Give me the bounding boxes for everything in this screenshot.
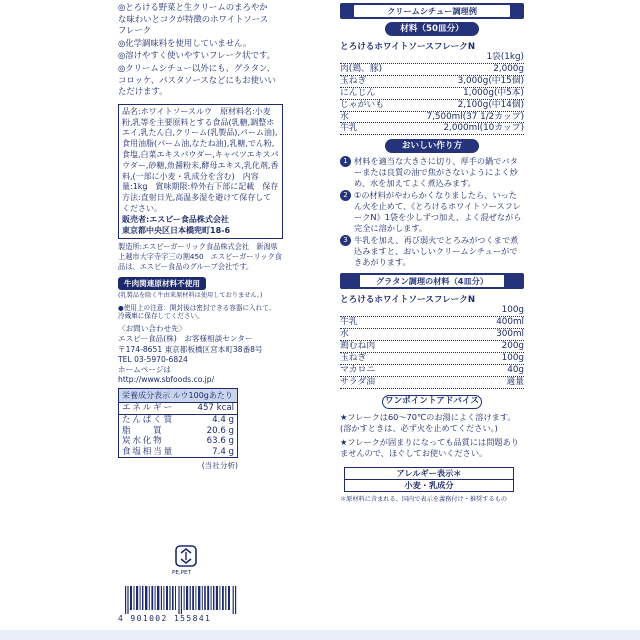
ingredient-amount: 300ml	[496, 329, 524, 340]
step-number-icon: 2	[340, 190, 351, 201]
ingredient-amount: 2,100g(中14個)	[457, 99, 524, 110]
cooking-step	[340, 190, 524, 234]
usage-caution: ●使用上の注意：開封後は密封できる容器に入れて、冷蔵庫に保存してください。	[118, 303, 276, 321]
ingredient-amount: 適量	[506, 376, 524, 387]
feature-item: ◎溶けやすく使いやすいフレーク状です。	[118, 50, 276, 61]
step-text: ①の材料がやわらかくなりましたら、いったん火を止めて、《とろけるホワイトソースフレークN》1袋を少しずつ加え、よく混ぜながら完全に溶かします。	[354, 190, 522, 234]
cooking-steps	[340, 156, 524, 268]
nutrition-row	[119, 436, 237, 447]
ingredient-row	[340, 52, 524, 64]
contact-company: エスビー食品(株) お客様相談センター	[118, 334, 253, 344]
feature-list	[118, 2, 276, 98]
ingredient-row	[340, 100, 524, 112]
ingredient-name: 玉ねぎ	[340, 352, 367, 363]
spec-text: 品名:ホワイトソースルウ 原材料名:小麦粉,乳等を主要原料とする食品(乳糖,調整ホエイ,乳たん白,クリーム(乳製品),パーム油),食用油脂(パーム油,なたね油),乳糖,でん粉,食塩,白菜エキスパウダー,キャベツエキスパウダー,砂糖,魚醤粉末,酵母エキス,乳化剤,香料,(一部に小麦・乳成分を含む) 内容量:1kg 賞味期限:枠外右下部に記載 保存方法:直射日光,高温多湿を避けて保存してください。	[122, 106, 279, 213]
ingredient-name: 肉(鶏、豚)	[340, 63, 383, 74]
recycle-mark-icon	[173, 543, 199, 569]
gratin-ingredient-list	[340, 305, 524, 388]
ingredient-row	[340, 329, 524, 341]
nutrition-row	[119, 403, 237, 415]
nutrition-source-note: (当社分析)	[201, 461, 238, 471]
nutrition-row	[119, 447, 237, 458]
step-number-icon: 3	[340, 235, 351, 246]
ingredient-row	[340, 112, 524, 124]
beef-free-note: (乳製品を除く牛由来原材料は使用しておりません。)	[118, 292, 263, 300]
ingredient-row	[340, 341, 524, 353]
recipe-banner-title: クリームシチュー調理例	[354, 5, 510, 17]
ingredient-name: 玉ねぎ	[340, 75, 367, 86]
ingredient-name: サラダ油	[340, 376, 376, 387]
ingredients-pill: 材料（50皿分）	[385, 22, 479, 36]
nutrition-value: 457 kcal	[197, 403, 234, 414]
stew-ingredient-list	[340, 52, 524, 135]
ingredient-amount: 3,000g(中15個)	[457, 75, 524, 86]
contact-title: 〈お問い合わせ先〉	[118, 324, 187, 334]
gratin-banner	[340, 273, 524, 289]
contact-address: 〒174-8651 東京都板橋区宮本町38番8号	[118, 344, 263, 354]
nutrition-row	[119, 415, 237, 426]
allergy-box	[344, 467, 514, 492]
ingredient-row	[340, 317, 524, 329]
nutrition-value: 20.6 g	[206, 425, 234, 436]
ingredient-row	[340, 64, 524, 76]
nutrition-label: 脂 質	[122, 425, 164, 436]
contact-phone: TEL 03-5970-6824	[118, 354, 188, 364]
nutrition-label: エネルギー	[122, 403, 174, 414]
ingredient-amount: 40g	[507, 364, 524, 375]
ingredient-name: にんじん	[340, 87, 376, 98]
product-spec-box	[118, 104, 283, 240]
nutrition-label: たんぱく質	[122, 414, 174, 425]
allergy-note: ＊原材料に含まれる、国内で表示を義務付け・推奨するもの	[340, 495, 508, 503]
step-text: 牛乳を加え、再び弱火でとろみがつくまで煮込みますと、おいしいクリームシチューができあがります。	[354, 235, 519, 268]
recipe-banner	[340, 3, 524, 19]
package-bottom-edge	[0, 630, 640, 640]
ingredient-amount: 200g	[501, 341, 524, 352]
barcode-icon	[123, 586, 239, 614]
advice-item: ★フレークは60～70℃のお湯によく溶けます。(溶かすときは、必ず火を止めてください。)	[340, 411, 516, 433]
seller-address: 東京都中央区日本橋兜町18-6	[122, 225, 231, 235]
seller-name: 販売者:エスビー食品株式会社	[122, 214, 229, 224]
ingredient-name: 牛乳	[340, 123, 358, 134]
homepage-url: http://www.sbfoods.co.jp/	[118, 375, 215, 385]
ingredient-row	[340, 305, 524, 317]
nutrition-table	[118, 388, 238, 458]
ingredient-row	[340, 353, 524, 365]
barcode-number: 4 901002 155841	[118, 614, 212, 623]
ingredient-amount: 7,500ml(37 1/2カップ)	[426, 111, 524, 122]
ingredient-name: 鶏むね肉	[340, 341, 376, 352]
feature-item: ◎化学調味料を使用していません。	[118, 37, 252, 48]
ingredient-amount: 1,000g(中5本)	[463, 87, 524, 98]
ingredient-name: マカロニ	[340, 364, 376, 375]
step-number-icon: 1	[340, 156, 351, 167]
ingredient-amount: 2,000ml(10カップ)	[443, 123, 524, 134]
allergy-header: アレルギー表示＊	[345, 468, 513, 480]
ingredient-name: 水	[340, 329, 349, 340]
how-to-cook-pill: おいしい作り方	[385, 139, 479, 153]
ingredient-amount: 400ml	[496, 317, 524, 328]
right-column	[340, 0, 524, 503]
cooking-step	[340, 156, 524, 189]
ingredient-name: じゃがいも	[340, 99, 384, 110]
advice-pill: ワンポイントアドバイス	[382, 395, 482, 409]
ingredient-row	[340, 123, 524, 135]
nutrition-value: 63.6 g	[206, 436, 234, 447]
cooking-step	[340, 235, 524, 268]
ingredient-row	[340, 76, 524, 88]
step-text: 材料を適当な大きさに切り、厚手の鍋でバターまたは良質の油で焦がさないようによく炒め、水を加えてよく煮込みます。	[354, 156, 518, 189]
allergy-value: 小麦・乳成分	[404, 479, 454, 490]
ingredient-amount: 100g	[501, 305, 524, 316]
contact-info	[118, 324, 276, 385]
nutrition-value: 4.4 g	[212, 414, 234, 425]
ingredient-name: 水	[340, 111, 349, 122]
beef-free-badge: 牛肉関連原材料不使用	[118, 277, 206, 290]
manufacturer-info: 製造所:エスビーガーリック食品株式会社 新潟県上越市大字寺字三の割450 エスビーガーリック食品は、エスビー食品のグループ会社です。	[118, 242, 282, 271]
nutrition-label: 食塩相当量	[122, 446, 174, 457]
feature-item: ◎とろける野菜と生クリームのまろやかな味わいとコクが特徴のホワイトソースフレーク	[118, 2, 269, 36]
ingredient-amount: 2,000g	[493, 63, 524, 74]
nutrition-row	[119, 426, 237, 437]
ingredient-row	[340, 377, 524, 389]
ingredient-row	[340, 88, 524, 100]
ingredient-amount: 1袋(1kg)	[486, 52, 524, 62]
recipe-product-name: とろけるホワイトソースフレークN	[340, 42, 476, 52]
advice-item: ★フレークが固まりになっても品質には問題ありませんので、ほぐしてお使いください。	[340, 436, 519, 458]
gratin-banner-title: グラタン調理の材料（4皿分）	[360, 275, 504, 287]
ingredient-amount: 100g	[501, 352, 524, 363]
homepage-label: ホームページは	[118, 364, 172, 374]
nutrition-header: 栄養成分表示 ルウ100gあたり	[119, 389, 237, 403]
gratin-product-name: とろけるホワイトソースフレークN	[340, 295, 476, 306]
ingredient-row	[340, 365, 524, 377]
ingredient-name: 牛乳	[340, 317, 358, 328]
left-column	[118, 0, 282, 471]
nutrition-value: 7.4 g	[212, 446, 234, 457]
nutrition-label: 炭水化物	[122, 436, 164, 447]
feature-item: ◎クリームシチュー以外にも、グラタン、コロッケ、パスタソースなどにもお使いいただけます。	[118, 62, 276, 97]
recycle-material-label: PE,PET	[172, 570, 192, 576]
